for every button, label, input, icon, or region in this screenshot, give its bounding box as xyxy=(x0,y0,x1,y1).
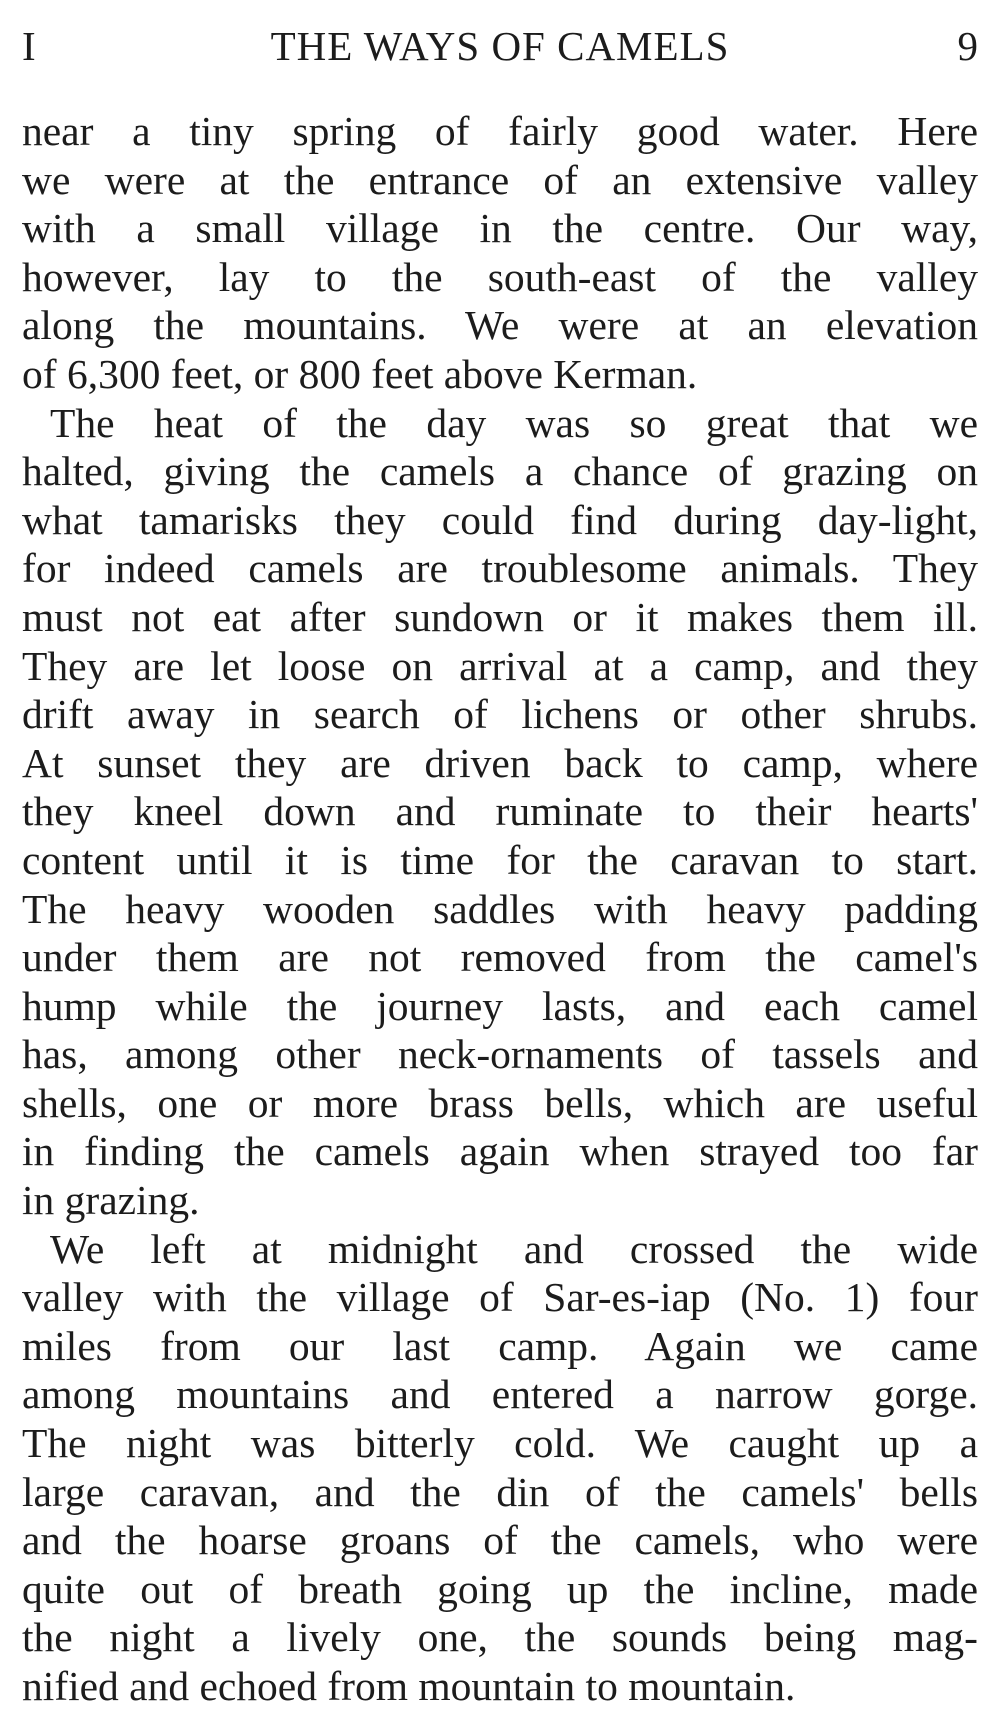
text-line: The heavy wooden saddles with heavy padding xyxy=(22,885,978,932)
paragraph xyxy=(22,107,978,399)
text-line: must not eat after sundown or it makes them ill. xyxy=(22,593,978,640)
text-line: under them are not removed from the camel's xyxy=(22,934,978,981)
text-line: content until it is time for the caravan to start. xyxy=(22,836,978,883)
text-line: what tamarisks they could find during day-light, xyxy=(22,496,978,543)
running-head xyxy=(22,18,978,74)
text-line: in grazing. xyxy=(22,1177,200,1224)
text-line: we were at the entrance of an extensive valley xyxy=(22,156,978,203)
text-line: along the mountains. We were at an elevation xyxy=(22,302,978,349)
page-number: 9 xyxy=(957,23,978,69)
text-line: with a small village in the centre. Our way, xyxy=(22,205,978,252)
text-line: and the hoarse groans of the camels, who were xyxy=(22,1517,978,1564)
text-line: At sunset they are driven back to camp, where xyxy=(22,739,978,786)
text-line: in finding the camels again when strayed too far xyxy=(22,1128,978,1175)
paragraph xyxy=(22,1225,978,1711)
text-line: quite out of breath going up the incline, made xyxy=(22,1565,978,1612)
text-line: among mountains and entered a narrow gorge. xyxy=(22,1371,978,1418)
body-text xyxy=(22,107,978,1711)
text-line: the night a lively one, the sounds being mag- xyxy=(22,1614,978,1661)
text-line: They are let loose on arrival at a camp, and they xyxy=(22,642,978,689)
text-line: shells, one or more brass bells, which are useful xyxy=(22,1079,978,1126)
text-line: however, lay to the south-east of the valley xyxy=(22,253,978,300)
text-line: miles from our last camp. Again we came xyxy=(22,1322,978,1369)
text-line: near a tiny spring of fairly good water. Here xyxy=(22,108,978,154)
text-line: they kneel down and ruminate to their hearts' xyxy=(22,788,978,835)
text-line: large caravan, and the din of the camels' bells xyxy=(22,1468,978,1515)
text-line: of 6,300 feet, or 800 feet above Kerman. xyxy=(22,350,698,397)
paragraph xyxy=(22,399,978,1225)
text-line: halted, giving the camels a chance of grazing on xyxy=(22,448,978,495)
text-line: drift away in search of lichens or other shrubs. xyxy=(22,691,978,738)
text-line: nified and echoed from mountain to mountain. xyxy=(22,1663,796,1709)
text-line: The heat of the day was so great that we xyxy=(50,399,978,446)
text-line: for indeed camels are troublesome animals. They xyxy=(22,545,978,592)
chapter-number: I xyxy=(22,23,36,69)
running-title: THE WAYS OF CAMELS xyxy=(270,23,730,69)
text-line: valley with the village of Sar-es-iap (No. 1) four xyxy=(22,1274,978,1321)
text-line: hump while the journey lasts, and each camel xyxy=(22,982,978,1029)
text-line: has, among other neck-ornaments of tassels and xyxy=(22,1031,978,1078)
text-line: We left at midnight and crossed the wide xyxy=(50,1225,978,1272)
text-line: The night was bitterly cold. We caught up a xyxy=(22,1420,978,1467)
